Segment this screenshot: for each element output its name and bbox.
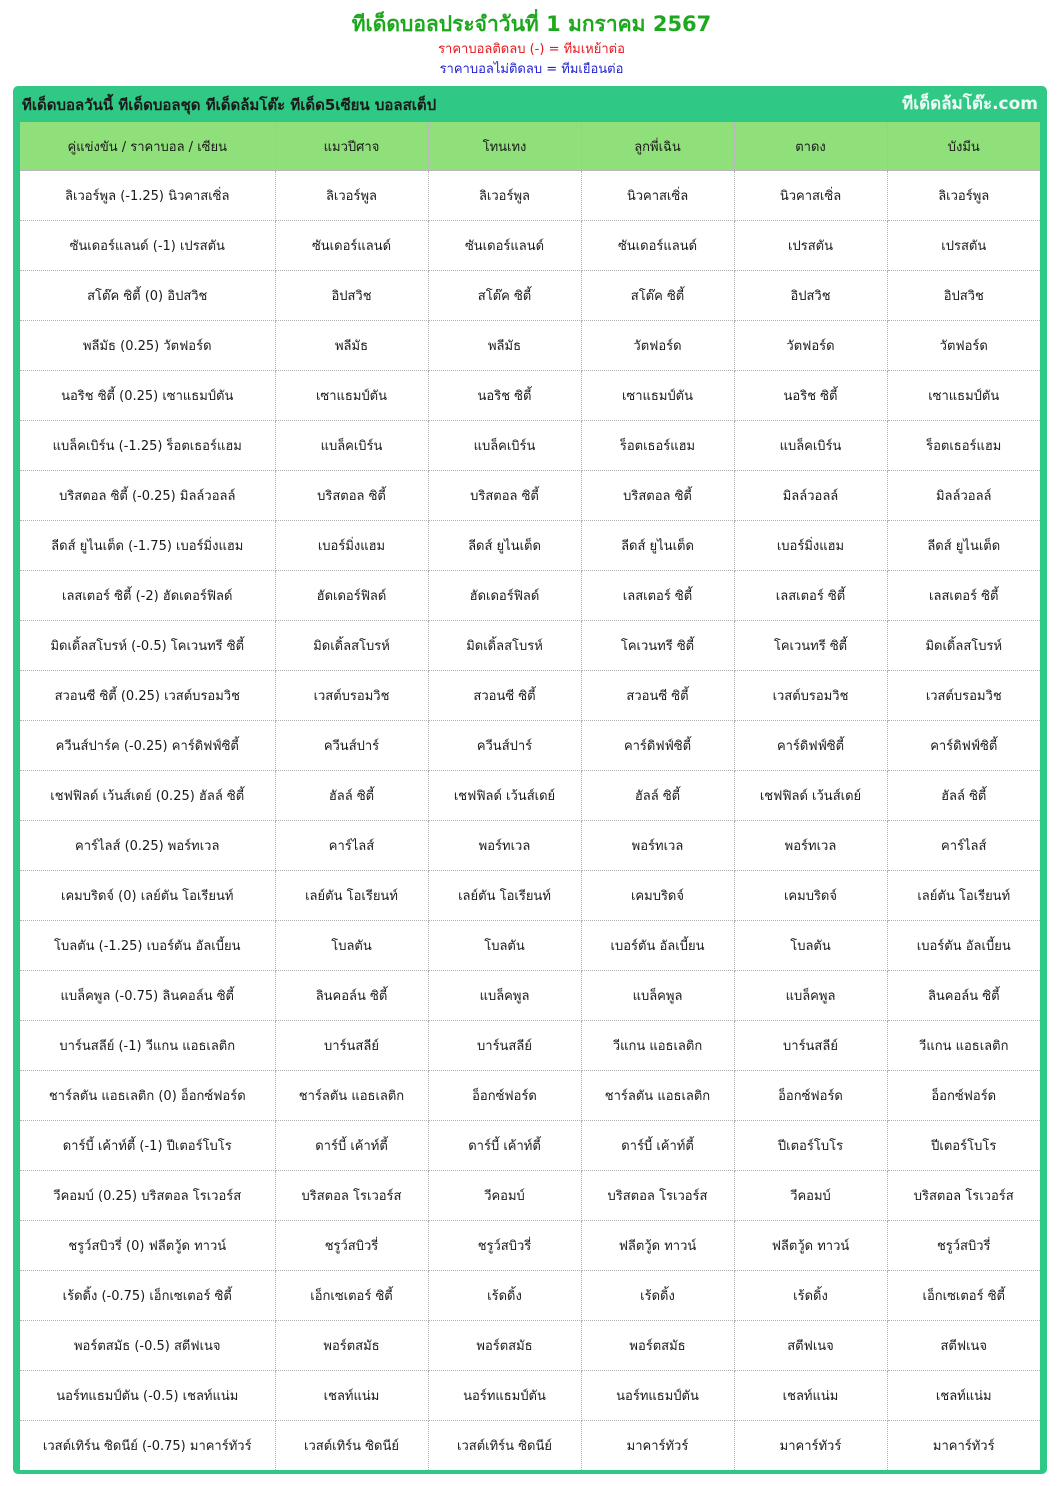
tips-table <box>20 122 1040 1470</box>
column-header: คู่แข่งขัน / ราคาบอล / เซียน <box>20 122 275 171</box>
pick-cell: วัตฟอร์ด <box>734 321 887 371</box>
pick-cell: มิดเดิ้ลสโบรห์ <box>887 621 1040 671</box>
pick-cell: อ็อกซ์ฟอร์ด <box>428 1071 581 1121</box>
pick-cell: นิวคาสเซิ่ล <box>581 171 734 221</box>
table-row <box>20 221 1040 271</box>
pick-cell: พลีมัธ <box>428 321 581 371</box>
pick-cell: ฮัดเดอร์ฟิลด์ <box>275 571 428 621</box>
pick-cell: พอร์ทเวล <box>428 821 581 871</box>
table-row <box>20 821 1040 871</box>
pick-cell: ชรูว์สบิวรี่ <box>887 1221 1040 1271</box>
pick-cell: เลสเตอร์ ซิตี้ <box>734 571 887 621</box>
match-cell: วีคอมบ์ (0.25) บริสตอล โรเวอร์ส <box>20 1171 275 1221</box>
pick-cell: โบลตัน <box>428 921 581 971</box>
match-cell: บริสตอล ซิตี้ (-0.25) มิลล์วอลล์ <box>20 471 275 521</box>
match-cell: เร้ดดิ้ง (-0.75) เอ็กเซเตอร์ ซิตี้ <box>20 1271 275 1321</box>
table-row <box>20 1171 1040 1221</box>
match-cell: ชรูว์สบิวรี่ (0) ฟลีตวู้ด ทาวน์ <box>20 1221 275 1271</box>
pick-cell: วัตฟอร์ด <box>581 321 734 371</box>
pick-cell: เบอร์มิ่งแฮม <box>275 521 428 571</box>
table-row <box>20 771 1040 821</box>
pick-cell: เวสต์เทิร์น ซิดนีย์ <box>275 1421 428 1471</box>
pick-cell: สโต๊ค ซิตี้ <box>428 271 581 321</box>
pick-cell: มิลล์วอลล์ <box>887 471 1040 521</box>
pick-cell: พอร์ทเวล <box>581 821 734 871</box>
pick-cell: เชฟฟิลด์ เว้นส์เดย์ <box>428 771 581 821</box>
pick-cell: แบล็คเบิร์น <box>734 421 887 471</box>
pick-cell: แบล็คเบิร์น <box>428 421 581 471</box>
pick-cell: แบล็คพูล <box>581 971 734 1021</box>
pick-cell: วีคอมบ์ <box>734 1171 887 1221</box>
pick-cell: เวสต์บรอมวิช <box>887 671 1040 721</box>
pick-cell: ลิเวอร์พูล <box>275 171 428 221</box>
brand-watermark: ทีเด็ดล้มโต๊ะ.com <box>902 94 1038 114</box>
pick-cell: โคเวนทรี ซิตี้ <box>581 621 734 671</box>
pick-cell: บริสตอล ซิตี้ <box>428 471 581 521</box>
pick-cell: เวสต์บรอมวิช <box>275 671 428 721</box>
pick-cell: อิปสวิช <box>887 271 1040 321</box>
table-row <box>20 921 1040 971</box>
pick-cell: ดาร์บี้ เค้าท์ตี้ <box>581 1121 734 1171</box>
pick-cell: พอร์ตสมัธ <box>275 1321 428 1371</box>
column-header: บังมีน <box>887 122 1040 171</box>
pick-cell: เวสต์บรอมวิช <box>734 671 887 721</box>
pick-cell: ชาร์ลตัน แอธเลติก <box>581 1071 734 1121</box>
pick-cell: ลินคอล์น ซิตี้ <box>275 971 428 1021</box>
match-cell: ลิเวอร์พูล (-1.25) นิวคาสเซิ่ล <box>20 171 275 221</box>
pick-cell: ปีเตอร์โบโร <box>734 1121 887 1171</box>
pick-cell: ลีดส์ ยูไนเต็ด <box>581 521 734 571</box>
pick-cell: โคเวนทรี ซิตี้ <box>734 621 887 671</box>
table-row <box>20 621 1040 671</box>
pick-cell: ฮัลล์ ซิตี้ <box>887 771 1040 821</box>
pick-cell: สโต๊ค ซิตี้ <box>581 271 734 321</box>
pick-cell: พอร์ตสมัธ <box>581 1321 734 1371</box>
pick-cell: มิลล์วอลล์ <box>734 471 887 521</box>
match-cell: เคมบริดจ์ (0) เลย์ตัน โอเรียนท์ <box>20 871 275 921</box>
pick-cell: มาคาร์ทัวร์ <box>932 1439 995 1454</box>
pick-cell: แบล็คเบิร์น <box>275 421 428 471</box>
pick-cell: ฟลีตวู้ด ทาวน์ <box>581 1221 734 1271</box>
column-header: แมวปีศาจ <box>275 122 428 171</box>
table-row <box>20 171 1040 221</box>
pick-cell: มาคาร์ทัวร์ <box>581 1421 734 1471</box>
pick-cell: ร็อตเธอร์แฮม <box>581 421 734 471</box>
pick-cell: สวอนซี ซิตี้ <box>428 671 581 721</box>
pick-cell: เซาแธมป์ตัน <box>887 371 1040 421</box>
pick-cell: นอร์ทแธมป์ตัน <box>428 1371 581 1421</box>
pick-cell: เบอร์ตัน อัลเบี้ยน <box>581 921 734 971</box>
pick-cell: เร้ดดิ้ง <box>581 1271 734 1321</box>
pick-cell: ร็อตเธอร์แฮม <box>887 421 1040 471</box>
pick-cell: บาร์นสลีย์ <box>734 1021 887 1071</box>
page-header <box>0 0 1063 80</box>
pick-cell: ฟลีตวู้ด ทาวน์ <box>734 1221 887 1271</box>
pick-cell: ชรูว์สบิวรี่ <box>275 1221 428 1271</box>
page-title: ทีเด็ดบอลประจำวันที่ 1 มกราคม 2567 <box>351 12 712 36</box>
table-row <box>20 271 1040 321</box>
pick-cell: อ็อกซ์ฟอร์ด <box>734 1071 887 1121</box>
table-row <box>20 1271 1040 1321</box>
pick-cell: เคมบริดจ์ <box>734 871 887 921</box>
table-row <box>20 1421 1040 1471</box>
panel-title: ทีเด็ดบอลวันนี้ ทีเด็ดบอลชุด ทีเด็ดล้มโต๊ะ ทีเด็ด5เซียน บอลสเต็ป <box>22 96 437 114</box>
match-cell: คาร์ไลส์ (0.25) พอร์ทเวล <box>20 821 275 871</box>
pick-cell: ฮัดเดอร์ฟิลด์ <box>428 571 581 621</box>
pick-cell: ปีเตอร์โบโร <box>887 1121 1040 1171</box>
pick-cell: สตีฟเนจ <box>734 1321 887 1371</box>
pick-cell: บริสตอล ซิตี้ <box>581 471 734 521</box>
pick-cell: บริสตอล โรเวอร์ส <box>275 1171 428 1221</box>
pick-cell: อ็อกซ์ฟอร์ด <box>887 1071 1040 1121</box>
pick-cell: โบลตัน <box>734 921 887 971</box>
pick-cell: อิปสวิช <box>734 271 887 321</box>
pick-cell: บริสตอล โรเวอร์ส <box>887 1171 1040 1221</box>
pick-cell: พลีมัธ <box>275 321 428 371</box>
match-cell: โบลตัน (-1.25) เบอร์ตัน อัลเบี้ยน <box>20 921 275 971</box>
pick-cell: เอ็กเซเตอร์ ซิตี้ <box>887 1271 1040 1321</box>
pick-cell: เร้ดดิ้ง <box>428 1271 581 1321</box>
pick-cell: โบลตัน <box>275 921 428 971</box>
match-cell: ลีดส์ ยูไนเต็ด (-1.75) เบอร์มิ่งแฮม <box>20 521 275 571</box>
pick-cell: ลินคอล์น ซิตี้ <box>887 971 1040 1021</box>
pick-cell: มาคาร์ทัวร์ <box>734 1421 887 1471</box>
pick-cell: สตีฟเนจ <box>887 1321 1040 1371</box>
panel-header <box>13 86 1047 122</box>
pick-cell: เปรสตัน <box>887 221 1040 271</box>
pick-cell: เลสเตอร์ ซิตี้ <box>887 571 1040 621</box>
pick-cell: เซาแธมป์ตัน <box>275 371 428 421</box>
pick-cell: ลีดส์ ยูไนเต็ด <box>428 521 581 571</box>
pick-cell: แบล็คพูล <box>428 971 581 1021</box>
pick-cell: เลสเตอร์ ซิตี้ <box>581 571 734 621</box>
pick-cell: บาร์นสลีย์ <box>275 1021 428 1071</box>
match-cell: เลสเตอร์ ซิตี้ (-2) ฮัดเดอร์ฟิลด์ <box>20 571 275 621</box>
pick-cell: วีแกน แอธเลติก <box>581 1021 734 1071</box>
pick-cell: เคมบริดจ์ <box>581 871 734 921</box>
table-row <box>20 1221 1040 1271</box>
pick-cell: มิดเดิ้ลสโบรห์ <box>275 621 428 671</box>
pick-cell: คาร์ดิฟฟ์ซิตี้ <box>887 721 1040 771</box>
table-row <box>20 521 1040 571</box>
pick-cell: คาร์ดิฟฟ์ซิตี้ <box>581 721 734 771</box>
pick-cell: ดาร์บี้ เค้าท์ตี้ <box>428 1121 581 1171</box>
pick-cell: เร้ดดิ้ง <box>734 1271 887 1321</box>
table-row <box>20 1371 1040 1421</box>
match-cell: มิดเดิ้ลสโบรห์ (-0.5) โคเวนทรี ซิตี้ <box>20 621 275 671</box>
match-cell: นอร์ทแธมป์ตัน (-0.5) เชลท์แน่ม <box>20 1371 275 1421</box>
table-row <box>20 371 1040 421</box>
pick-cell: ชรูว์สบิวรี่ <box>428 1221 581 1271</box>
match-cell: สโต๊ค ซิตี้ (0) อิปสวิช <box>20 271 275 321</box>
pick-cell: พอร์ทเวล <box>734 821 887 871</box>
pick-cell: เวสต์เทิร์น ซิดนีย์ <box>428 1421 581 1471</box>
pick-cell: แบล็คพูล <box>734 971 887 1021</box>
pick-cell: อิปสวิช <box>275 271 428 321</box>
pick-cell: ซันเดอร์แลนด์ <box>275 221 428 271</box>
pick-cell: คาร์ดิฟฟ์ซิตี้ <box>734 721 887 771</box>
pick-cell: นอร์ทแธมป์ตัน <box>581 1371 734 1421</box>
pick-cell: วัตฟอร์ด <box>887 321 1040 371</box>
table-row <box>20 571 1040 621</box>
match-cell: นอริช ซิตี้ (0.25) เซาแธมป์ตัน <box>20 371 275 421</box>
match-cell: สวอนซี ซิตี้ (0.25) เวสต์บรอมวิช <box>20 671 275 721</box>
pick-cell: บริสตอล โรเวอร์ส <box>581 1171 734 1221</box>
match-cell: บาร์นสลีย์ (-1) วีแกน แอธเลติก <box>20 1021 275 1071</box>
pick-cell: ลิเวอร์พูล <box>428 171 581 221</box>
match-cell: แบล็คพูล (-0.75) ลินคอล์น ซิตี้ <box>20 971 275 1021</box>
pick-cell: พอร์ตสมัธ <box>428 1321 581 1371</box>
pick-cell: ลิเวอร์พูล <box>887 171 1040 221</box>
pick-cell: เบอร์ตัน อัลเบี้ยน <box>887 921 1040 971</box>
table-row <box>20 321 1040 371</box>
match-cell: ชาร์ลตัน แอธเลติก (0) อ็อกซ์ฟอร์ด <box>20 1071 275 1121</box>
pick-cell: ดาร์บี้ เค้าท์ตี้ <box>275 1121 428 1171</box>
pick-cell: เซาแธมป์ตัน <box>581 371 734 421</box>
pick-cell: วีคอมบ์ <box>428 1171 581 1221</box>
pick-cell: เชฟฟิลด์ เว้นส์เดย์ <box>734 771 887 821</box>
handicap-note-negative: ราคาบอลติดลบ (-) = ทีมเหย้าต่อ <box>438 42 625 57</box>
match-cell: ดาร์บี้ เค้าท์ตี้ (-1) ปีเตอร์โบโร <box>20 1121 275 1171</box>
pick-cell: บาร์นสลีย์ <box>428 1021 581 1071</box>
pick-cell: คาร์ไลส์ <box>275 821 428 871</box>
pick-cell: เลย์ตัน โอเรียนท์ <box>428 871 581 921</box>
pick-cell: ซันเดอร์แลนด์ <box>581 221 734 271</box>
match-cell: แบล็คเบิร์น (-1.25) ร็อตเธอร์แฮม <box>20 421 275 471</box>
pick-cell: ลีดส์ ยูไนเต็ด <box>887 521 1040 571</box>
table-row <box>20 1021 1040 1071</box>
pick-cell: เอ็กเซเตอร์ ซิตี้ <box>275 1271 428 1321</box>
table-row <box>20 421 1040 471</box>
table-row <box>20 1121 1040 1171</box>
match-cell: พอร์ตสมัธ (-0.5) สตีฟเนจ <box>20 1321 275 1371</box>
table-header-row <box>20 122 1040 171</box>
pick-cell: นอริช ซิตี้ <box>428 371 581 421</box>
pick-cell: นอริช ซิตี้ <box>734 371 887 421</box>
pick-cell: วีแกน แอธเลติก <box>887 1021 1040 1071</box>
table-row <box>20 471 1040 521</box>
pick-cell: ชาร์ลตัน แอธเลติก <box>275 1071 428 1121</box>
handicap-note-positive: ราคาบอลไม่ติดลบ = ทีมเยือนต่อ <box>439 62 624 77</box>
table-body <box>20 171 1040 1471</box>
pick-cell: เชลท์แน่ม <box>887 1371 1040 1421</box>
column-header: ตาดง <box>734 122 887 171</box>
pick-cell: ซันเดอร์แลนด์ <box>428 221 581 271</box>
pick-cell: เลย์ตัน โอเรียนท์ <box>887 871 1040 921</box>
pick-cell: ฮัลล์ ซิตี้ <box>275 771 428 821</box>
column-header: โทนเทง <box>428 122 581 171</box>
match-cell: ควีนส์ปาร์ค (-0.25) คาร์ดิฟฟ์ซิตี้ <box>20 721 275 771</box>
pick-cell: คาร์ไลส์ <box>887 821 1040 871</box>
pick-cell: ฮัลล์ ซิตี้ <box>581 771 734 821</box>
pick-cell: สวอนซี ซิตี้ <box>581 671 734 721</box>
match-cell: พลีมัธ (0.25) วัตฟอร์ด <box>20 321 275 371</box>
pick-cell: เชลท์แน่ม <box>275 1371 428 1421</box>
pick-cell: เชลท์แน่ม <box>734 1371 887 1421</box>
table-row <box>20 871 1040 921</box>
pick-cell: ควีนส์ปาร์ <box>428 721 581 771</box>
table-row <box>20 971 1040 1021</box>
tips-panel <box>13 86 1047 1474</box>
match-cell: ซันเดอร์แลนด์ (-1) เปรสตัน <box>20 221 275 271</box>
pick-cell: เปรสตัน <box>734 221 887 271</box>
table-row <box>20 1071 1040 1121</box>
match-cell: เชฟฟิลด์ เว้นส์เดย์ (0.25) ฮัลล์ ซิตี้ <box>20 771 275 821</box>
match-cell: เวสต์เทิร์น ซิดนีย์ (-0.75) มาคาร์ทัวร์ <box>20 1421 275 1471</box>
pick-cell: นิวคาสเซิ่ล <box>734 171 887 221</box>
pick-cell: มิดเดิ้ลสโบรห์ <box>428 621 581 671</box>
pick-cell: เบอร์มิ่งแฮม <box>734 521 887 571</box>
pick-cell: บริสตอล ซิตี้ <box>275 471 428 521</box>
column-header: ลูกพี่เฉิน <box>581 122 734 171</box>
table-row <box>20 721 1040 771</box>
table-row <box>20 671 1040 721</box>
pick-cell: ควีนส์ปาร์ <box>275 721 428 771</box>
pick-cell: เลย์ตัน โอเรียนท์ <box>275 871 428 921</box>
table-row <box>20 1321 1040 1371</box>
